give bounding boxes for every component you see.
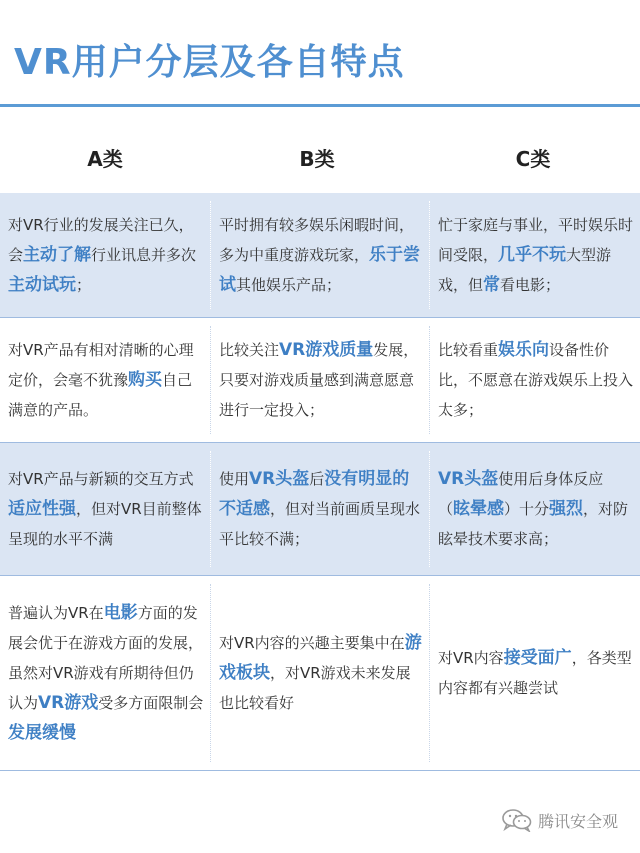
column-header-a: A类 <box>87 147 123 171</box>
highlight-text: VR游戏 <box>38 693 99 713</box>
cell-text <box>8 598 204 748</box>
table-cell <box>430 193 640 317</box>
table-cell <box>211 443 429 575</box>
table-bottom-rule <box>0 770 640 771</box>
cell-text-segment: 忙于家庭与事业，平时娱乐时间受限， <box>438 216 634 264</box>
wechat-icon <box>502 808 532 832</box>
page-title: VR用户分层及各自特点 <box>14 42 405 83</box>
table-cell <box>0 576 210 770</box>
cell-text-segment: 使用后身体反应（ <box>438 470 604 518</box>
highlight-text: VR头盔 <box>249 469 310 489</box>
cell-text-segment: 自己满意的产品。 <box>8 371 193 419</box>
cell-text-segment: ； <box>76 276 92 294</box>
cell-text <box>219 628 423 718</box>
watermark <box>502 808 618 832</box>
cell-text-segment: 大型游戏，但 <box>438 246 612 294</box>
cell-text-segment: ，对防眩晕技术要求高； <box>438 500 629 548</box>
table-cell <box>430 576 640 770</box>
highlight-text: 适应性强 <box>8 499 76 519</box>
cell-text <box>219 464 423 554</box>
cell-text-segment: 对VR内容 <box>438 649 504 667</box>
column-header-c: C类 <box>515 147 551 171</box>
cell-text-segment: 对VR产品与新颖的交互方式 <box>8 470 194 488</box>
cell-text <box>438 643 634 703</box>
highlight-text: 强烈 <box>549 499 584 519</box>
highlight-text: 主动试玩 <box>8 275 76 295</box>
table-cell <box>430 443 640 575</box>
cell-text <box>8 335 204 425</box>
cell-text-segment: 普遍认为VR在 <box>8 604 104 622</box>
table-cell <box>211 193 429 317</box>
cell-text-segment: 行业讯息并多次 <box>91 246 197 264</box>
highlight-text: 几乎不玩 <box>498 245 567 265</box>
highlight-text: 常 <box>483 275 501 295</box>
highlight-text: 主动了解 <box>23 245 92 265</box>
cell-text-segment: ，但对当前画质呈现水平比较不满； <box>219 500 421 548</box>
table-cell <box>430 318 640 442</box>
table-cell <box>211 576 429 770</box>
highlight-text: VR头盔 <box>438 469 499 489</box>
highlight-text: VR游戏质量 <box>279 340 374 360</box>
highlight-text: 眩晕感 <box>453 499 505 519</box>
table-row <box>0 576 640 770</box>
cell-text-segment: 使用 <box>219 470 250 488</box>
highlight-text: 电影 <box>103 603 138 623</box>
table-cell <box>0 193 210 317</box>
cell-text-segment: 其他娱乐产品； <box>236 276 342 294</box>
watermark-text: 腾讯安全观 <box>537 811 618 831</box>
highlight-text: 接受面广 <box>503 648 572 668</box>
table-row <box>0 193 640 317</box>
highlight-text: 娱乐向 <box>498 340 550 360</box>
cell-text-segment: ，对VR游戏未来发展也比较看好 <box>219 664 411 712</box>
cell-text-segment: 对VR产品有相对清晰的心理定价，会毫不犹豫 <box>8 341 194 389</box>
cell-text-segment: 看电影； <box>500 276 561 294</box>
cell-text <box>219 210 423 300</box>
table-header-row <box>0 107 640 193</box>
table-cell <box>0 443 210 575</box>
highlight-text: 乐于尝试 <box>219 245 421 295</box>
table-row <box>0 318 640 442</box>
column-header-b: B类 <box>299 147 335 171</box>
cell-text <box>438 335 634 425</box>
highlight-text: 没有明显的不适感 <box>219 469 410 519</box>
cell-text-segment: 发展，只要对游戏质量感到满意愿意进行一定投入； <box>219 341 419 419</box>
cell-text-segment: 设备性价比，不愿意在游戏娱乐上投入太多； <box>438 341 634 419</box>
cell-text-segment: 受多方面限制会 <box>98 694 204 712</box>
cell-text <box>8 464 204 554</box>
cell-text-segment: 比较关注 <box>219 341 280 359</box>
highlight-text: 游戏板块 <box>219 633 422 683</box>
cell-text <box>219 335 423 425</box>
cell-text <box>8 210 204 300</box>
table-cell <box>0 318 210 442</box>
cell-text-segment: ，各类型内容都有兴趣尝试 <box>438 649 632 697</box>
cell-text-segment: 对VR行业的发展关注已久，会 <box>8 216 194 264</box>
highlight-text: 发展缓慢 <box>8 723 76 743</box>
cell-text-segment: 比较看重 <box>438 341 499 359</box>
cell-text-segment: 后 <box>309 470 325 488</box>
cell-text-segment: ，但对VR目前整体呈现的水平不满 <box>8 500 202 548</box>
cell-text-segment: 对VR内容的兴趣主要集中在 <box>219 634 405 652</box>
cell-text <box>438 210 634 300</box>
cell-text-segment: ）十分 <box>504 500 550 518</box>
cell-text-segment: 平时拥有较多娱乐闲暇时间，多为中重度游戏玩家， <box>219 216 415 264</box>
highlight-text: 购买 <box>128 370 163 390</box>
cell-text <box>438 464 634 554</box>
table-cell <box>211 318 429 442</box>
table-row <box>0 443 640 575</box>
cell-text-segment: 方面的发展会优于在游戏方面的发展，虽然对VR游戏有所期待但仍认为 <box>8 604 204 712</box>
